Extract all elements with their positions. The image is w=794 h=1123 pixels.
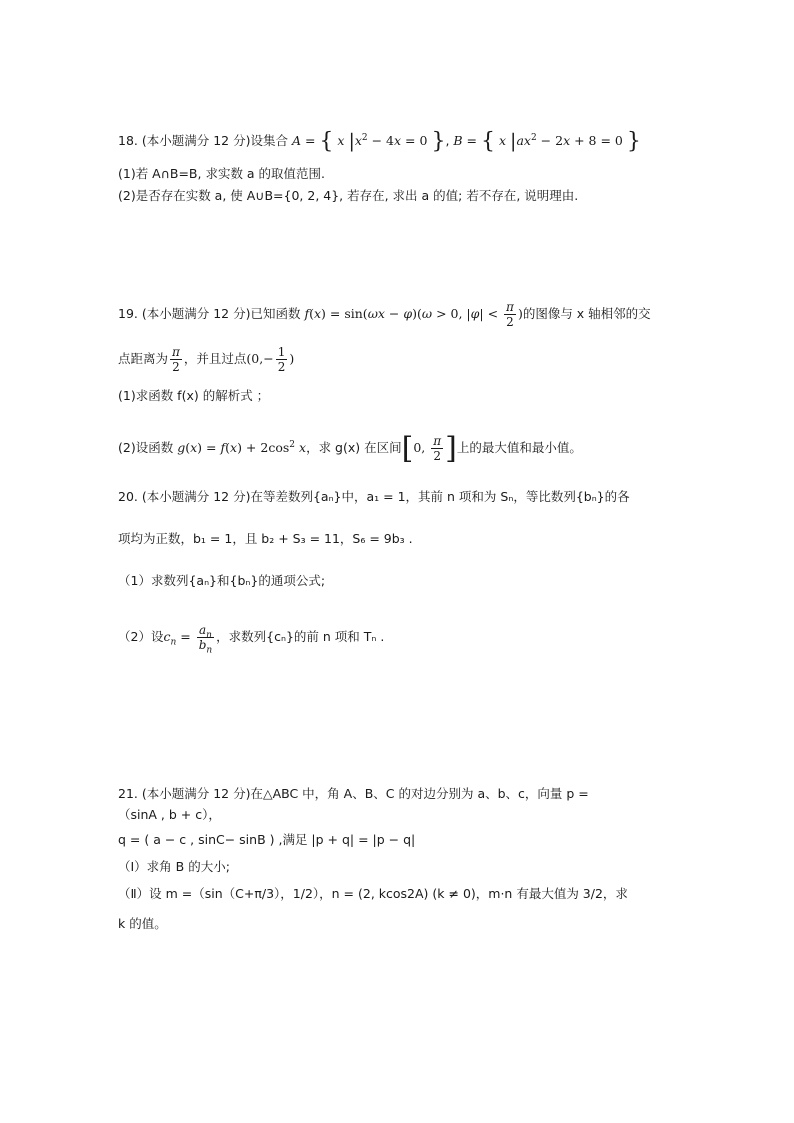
q19-point: (0,− $\frac{1}{2}$ ) — [246, 345, 295, 374]
q20-cn: $c_n$ = $\frac{a_n}{b_n}$ — [163, 623, 213, 656]
q21-p-vec: （sinA , b + c）， — [118, 807, 221, 822]
q19-func: f(x) = sin(ωx − φ)(ω > 0, |φ| < $\frac{\pi}{2}$ ) — [304, 300, 523, 329]
q19-part1: (1)求函数 f(x) 的解析式 ； — [118, 388, 270, 403]
q20-header: 20. (本小题满分 12 分)在等差数列{aₙ}中， — [118, 489, 367, 504]
q19-text1: 的图像与 x 轴相邻的交 — [522, 306, 651, 321]
q20-line1b: a₁ = 1，其前 n 项和为 Sₙ，等比数列{bₙ}的各 — [366, 489, 630, 504]
q20-part2-line — [118, 623, 385, 656]
q19-pi-over-2: $\frac{\pi}{2}$ — [172, 345, 180, 374]
q18-header-line: 18. (本小题满分 12 分)设集合 A = { x $|x^2 - 4x = 0$ }, B = { x $|ax^2 - 2x + 8 = 0$ } — [118, 129, 641, 154]
q18-header: 18. (本小题满分 12 分)设集合 — [118, 133, 288, 148]
q19-header-line — [118, 300, 651, 329]
q19-header: 19. (本小题满分 12 分)已知函数 — [118, 306, 301, 321]
q21-q-vec: q = ( a − c , sinC− sinB ) ,满足 |p + q| = |p − q| — [118, 832, 416, 847]
q20-part2a: （2）设 — [118, 629, 164, 644]
q20-line2: 项均为正数，b₁ = 1，且 b₂ + S₃ = 11，S₆ = 9b₃ . — [118, 531, 413, 546]
q18-setA: A = { x $|x^2 - 4x = 0$ } — [291, 129, 446, 154]
q21-part2a: （Ⅱ）设 m =（sin（C+π/3），1/2），n = (2, kcos2A) (k ≠ 0)，m·n 有最大值为 3/2，求 — [118, 886, 628, 901]
q19-part2b: ，求 g(x) 在区间 — [306, 440, 402, 455]
q19-text2a: 点距离为 — [118, 351, 169, 366]
q19-text2b: ，并且过点 — [183, 351, 247, 366]
q19-gfunc: $g(x) = f(x) + 2\cos^2$ x — [177, 439, 307, 455]
q20-part2b: ，求数列{cₙ}的前 n 项和 Tₙ . — [216, 629, 385, 644]
q21-part2b: k 的值。 — [118, 916, 167, 931]
q18-part1: (1)若 A∩B=B, 求实数 a 的取值范围. — [118, 166, 326, 181]
q19-part2-line — [118, 431, 582, 466]
q19-line2 — [118, 345, 294, 374]
q20-header-line — [118, 487, 630, 507]
q19-interval: [0, $\frac{\pi}{2}$ ] — [401, 431, 457, 466]
q21-header: 21. (本小题满分 12 分)在△ABC 中，角 A、B、C 的对边分别为 a、b、c，向量 p = — [118, 786, 589, 801]
q19-part2a: (2)设函数 — [118, 440, 174, 455]
q21-part1: （Ⅰ）求角 B 的大小; — [118, 859, 230, 874]
q18-setB: B = { x $|ax^2 - 2x + 8 = 0$ } — [453, 129, 641, 154]
q20-part1: （1）求数列{aₙ}和{bₙ}的通项公式; — [118, 573, 326, 588]
q19-part2c: 上的最大值和最小值。 — [456, 440, 582, 455]
q18-part2: (2)是否存在实数 a, 使 A∪B={0, 2, 4}, 若存在, 求出 a 的值; 若不存在, 说明理由. — [118, 188, 579, 203]
